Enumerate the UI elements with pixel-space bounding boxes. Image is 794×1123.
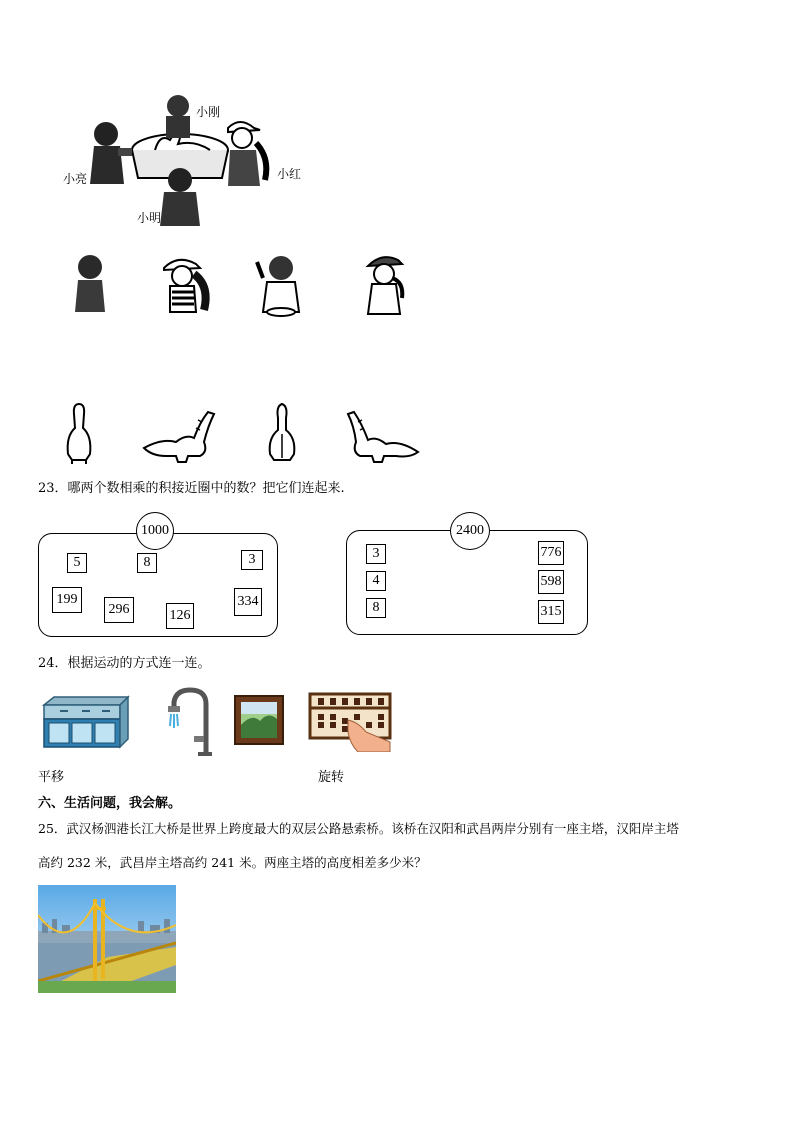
framed-picture	[234, 695, 284, 745]
q23-right-number[interactable]: 3	[366, 544, 386, 564]
kid-side-view-2	[362, 252, 412, 318]
water-faucet-picture	[162, 686, 214, 756]
name-xiaoliang: 小亮	[63, 172, 88, 186]
q23-left-number[interactable]: 334	[234, 588, 262, 616]
q24-text: 24．根据运动的方式连一连。	[38, 656, 211, 671]
q23-left-number[interactable]: 3	[241, 550, 263, 570]
q23-left-number[interactable]: 296	[104, 597, 134, 623]
dinosaur-side-view-right	[340, 408, 420, 464]
q23-right-number[interactable]: 8	[366, 598, 386, 618]
dinosaur-back-view	[266, 400, 298, 464]
kid-side-view-cap	[160, 252, 212, 314]
q23-left-number[interactable]: 199	[52, 587, 82, 613]
q23-right-number[interactable]: 315	[538, 600, 564, 624]
bridge-photo	[38, 885, 176, 993]
label-translation: 平移	[38, 770, 65, 785]
abacus-picture	[308, 692, 392, 752]
q23-left-number[interactable]: 8	[137, 553, 157, 573]
q23-right-number[interactable]: 598	[538, 570, 564, 594]
q23-right-number[interactable]: 776	[538, 541, 564, 565]
q25-line1: 25．武汉杨泗港长江大桥是世界上跨度最大的双层公路悬索桥。该桥在汉阳和武昌两岸分别有一座主塔，汉阳岸主塔	[38, 821, 679, 836]
name-xiaohong: 小红	[277, 167, 302, 181]
q23-left-number[interactable]: 5	[67, 553, 87, 573]
name-xiaogang: 小刚	[196, 105, 221, 119]
q23-left-target: 1000	[136, 512, 174, 550]
q23-left-number[interactable]: 126	[166, 603, 194, 629]
q23-right-target: 2400	[450, 512, 490, 550]
kid-back-view	[72, 252, 108, 314]
q23-text: 23．哪两个数相乘的积接近圈中的数？把它们连起来.	[38, 481, 345, 496]
drawer-cabinet-picture	[42, 695, 130, 749]
q23-right-number[interactable]: 4	[366, 571, 386, 591]
dinosaur-side-view-left	[142, 408, 222, 464]
children-table-scene	[60, 88, 310, 233]
dinosaur-front-view	[64, 400, 94, 464]
kid-front-view	[255, 252, 307, 318]
section-six-heading: 六、生活问题，我会解。	[38, 796, 182, 811]
name-xiaoming: 小明	[137, 211, 162, 225]
q25-line2: 高约 232 米，武昌岸主塔高约 241 米。两座主塔的高度相差多少米？	[38, 855, 427, 870]
label-rotation: 旋转	[318, 770, 345, 785]
